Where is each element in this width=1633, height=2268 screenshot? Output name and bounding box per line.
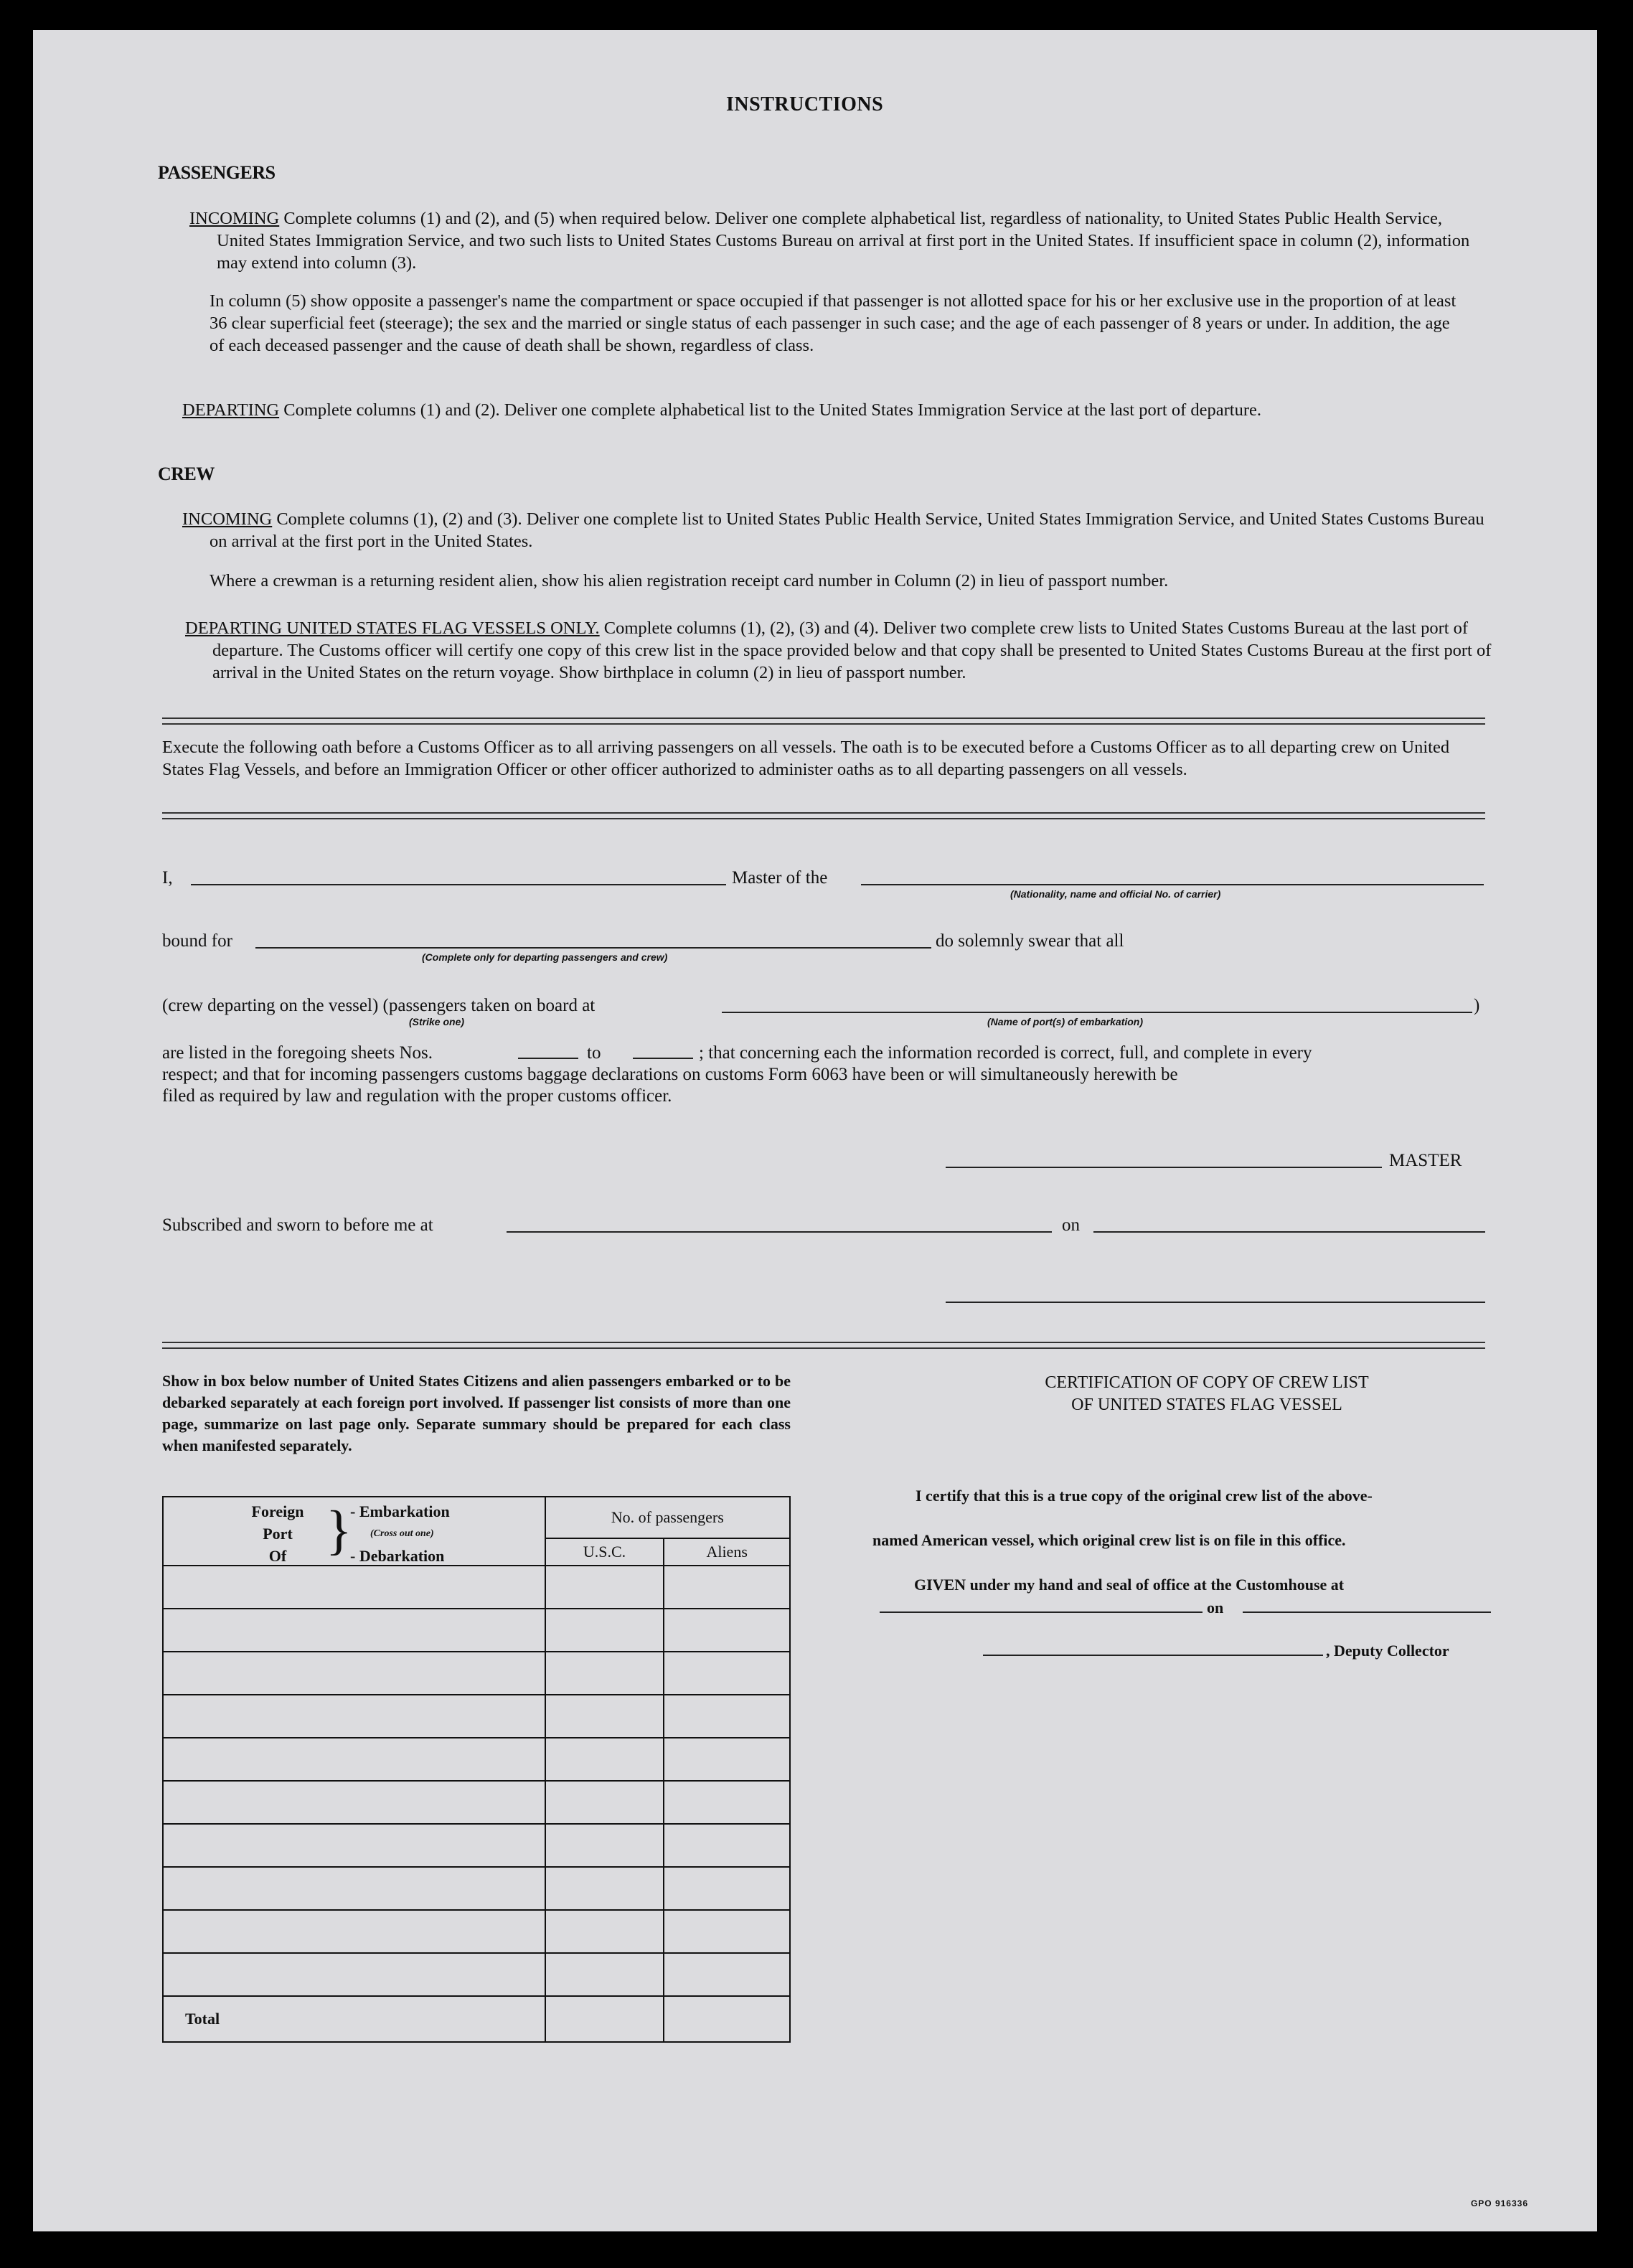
port-cell[interactable] [163,1824,545,1867]
customhouse-field[interactable] [880,1611,1203,1613]
oath-instruction: Execute the following oath before a Customs Officer as to all arriving passengers on all vessels. The oath is to be executed before a Customs Officer as to all departing crew on United States Flag Vessels, and before an Immigration Officer or other officer authorized to administer oaths as to all departing passengers on all vessels. [162,738,1450,779]
certification-date-field[interactable] [1243,1611,1491,1613]
port-cell[interactable] [163,1652,545,1695]
sheet-from-field[interactable] [518,1058,578,1059]
usc-cell[interactable] [545,1953,664,1996]
usc-cell[interactable] [545,1652,664,1695]
crew-passengers-label: (crew departing on the vessel) (passengers taken on board at [162,996,596,1015]
passenger-summary-table [162,1496,791,2043]
usc-cell[interactable] [545,1609,664,1652]
swear-label: do solemnly swear that all [936,931,1124,951]
carrier-caption: (Nationality, name and official No. of carrier) [1010,888,1221,900]
certification-on-label: on [1207,1599,1224,1617]
form-sheet [33,30,1597,2231]
gpo-code: GPO 916336 [1470,2198,1528,2208]
certification-line1: I certify that this is a true copy of the original crew list of the above- [916,1487,1373,1505]
aliens-cell[interactable] [664,1652,790,1695]
port-cell[interactable] [163,1738,545,1781]
port-cell[interactable] [163,1609,545,1652]
aliens-cell[interactable] [664,1566,790,1609]
crew-heading: CREW [158,464,215,484]
table-row [163,1953,790,1996]
certification-title [880,1372,1534,1416]
usc-cell[interactable] [545,1738,664,1781]
usc-cell[interactable] [545,1695,664,1738]
aliens-cell[interactable] [664,1738,790,1781]
crew-departing-text: Complete columns (1), (2), (3) and (4). Deliver two complete crew lists to United States Customs Bureau at the last port of departure. The Customs officer will certify one copy of this crew list in the space provided below and that copy shall be presented to United States Customs Bureau at the first port of arrival in the United States on the return voyage. Show birthplace in column (2) in lieu of passport number. [212,618,1492,682]
of-label: Of [268,1547,287,1565]
crew-incoming-text: Complete columns (1), (2) and (3). Deliver one complete list to United States Public Health Service, United States Immigration Service, and United States Customs Bureau on arrival at the first port in the United States. [210,509,1484,551]
table-row [163,1738,790,1781]
carrier-field[interactable] [861,884,1484,885]
port-cell[interactable] [163,1695,545,1738]
table-row [163,1695,790,1738]
usc-cell[interactable] [545,1824,664,1867]
sworn-on-label: on [1062,1215,1080,1235]
aliens-cell[interactable] [664,1867,790,1910]
passengers-column5-paragraph: In column (5) show opposite a passenger's name the compartment or space occupied if that passenger is not allotted space for his or her exclusive use in the proportion of at least 36 clear superficial feet (steerage); the sex and the married or single status of each passenger in such case; and the age of each passenger of 8 years or under. In addition, the age of each deceased passenger and the cause of death shall be shown, regardless of class. [210,291,1456,355]
passengers-departing-paragraph [182,399,1494,421]
summary-instruction: Show in box below number of United States Citizens and alien passengers embarked or to be debarked separately at each foreign port involved. If passenger list consists of more than one page, summarize on last page only. Separate summary should be prepared for each class when manifested separately. [162,1372,791,1454]
port-label: Port [263,1525,293,1543]
aliens-header: Aliens [664,1538,790,1566]
port-cell[interactable] [163,1781,545,1824]
aliens-cell[interactable] [664,1910,790,1953]
crew-incoming-label: INCOMING [182,509,273,529]
usc-cell[interactable] [545,1566,664,1609]
ports-field[interactable] [722,1012,1472,1013]
embarkation-label: - Embarkation [350,1502,450,1520]
deputy-collector-label: , Deputy Collector [1326,1642,1449,1660]
usc-total-cell[interactable] [545,1996,664,2042]
aliens-total-cell[interactable] [664,1996,790,2042]
table-row [163,1566,790,1609]
master-of-label: Master of the [732,868,828,888]
table-row [163,1609,790,1652]
passengers-departing-text: Complete columns (1) and (2). Deliver one complete alphabetical list to the United States Immigration Service at the last port of departure. [283,400,1261,420]
usc-cell[interactable] [545,1867,664,1910]
crew-departing-paragraph [185,617,1494,684]
port-header-cell [163,1497,545,1566]
table-row [163,1867,790,1910]
port-cell[interactable] [163,1867,545,1910]
oath-i-label: I, [162,868,173,888]
sworn-place-field[interactable] [507,1231,1052,1233]
crew-incoming-paragraph [182,508,1494,552]
usc-cell[interactable] [545,1781,664,1824]
crew-departing-label: DEPARTING UNITED STATES FLAG VESSELS ONLY. [185,618,600,638]
section-divider [162,1342,1485,1349]
sheet-to-field[interactable] [633,1058,693,1059]
passengers-incoming-paragraph [189,207,1494,274]
subscribed-label: Subscribed and sworn to before me at [162,1215,433,1235]
master-label: MASTER [1389,1151,1462,1170]
master-name-field[interactable] [191,884,726,885]
certification-title-line1: CERTIFICATION OF COPY OF CREW LIST [1045,1373,1369,1392]
bound-for-field[interactable] [255,947,931,949]
certification-title-line2: OF UNITED STATES FLAG VESSEL [1071,1396,1342,1414]
concerning-text: ; that concerning each the information recorded is correct, full, and complete in every [699,1043,1312,1063]
section-divider [162,812,1485,819]
respect-text: respect; and that for incoming passengers customs baggage declarations on customs Form 6063 have been or will simultaneously herewith be [162,1065,1178,1084]
officer-signature-field[interactable] [946,1302,1485,1303]
aliens-cell[interactable] [664,1781,790,1824]
ports-caption: (Name of port(s) of embarkation) [987,1016,1144,1027]
crew-resident-paragraph: Where a crewman is a returning resident alien, show his alien registration receipt card number in Column (2) in lieu of passport number. [210,571,1169,590]
strike-caption: (Strike one) [409,1016,465,1027]
close-paren: ) [1474,996,1480,1015]
listed-label: are listed in the foregoing sheets Nos. [162,1043,433,1063]
brace-icon: } [326,1500,352,1561]
no-passengers-header: No. of passengers [545,1497,790,1538]
passengers-departing-label: DEPARTING [182,400,280,420]
cross-out-label: (Cross out one) [370,1528,434,1539]
total-label: Total [163,1996,545,2042]
table-row [163,1910,790,1953]
bound-for-label: bound for [162,931,232,951]
passengers-heading: PASSENGERS [158,162,276,183]
aliens-cell[interactable] [664,1609,790,1652]
page-title: INSTRUCTIONS [726,93,884,116]
port-cell[interactable] [163,1566,545,1609]
table-row [163,1781,790,1824]
total-row [163,1996,790,2042]
certification-line3: GIVEN under my hand and seal of office at the Customhouse at [914,1576,1345,1594]
usc-cell[interactable] [545,1910,664,1953]
aliens-cell[interactable] [664,1953,790,1996]
sworn-date-field[interactable] [1093,1231,1485,1233]
deputy-signature-field[interactable] [983,1655,1323,1656]
table-row [163,1652,790,1695]
certification-line2: named American vessel, which original crew list is on file in this office. [872,1531,1346,1549]
master-signature-field[interactable] [946,1167,1382,1168]
passengers-incoming-text: Complete columns (1) and (2), and (5) when required below. Deliver one complete alphabetical list, regardless of nationality, to United States Public Health Service, United States Immigration Service, and two such lists to United States Customs Bureau on arrival at first port in the United States. If insufficient space in column (2), information may extend into column (3). [217,209,1470,273]
table-row [163,1824,790,1867]
port-cell[interactable] [163,1953,545,1996]
foreign-label: Foreign [251,1502,304,1520]
aliens-cell[interactable] [664,1695,790,1738]
debarkation-label: - Debarkation [350,1547,445,1565]
aliens-cell[interactable] [664,1824,790,1867]
usc-header: U.S.C. [545,1538,664,1566]
port-cell[interactable] [163,1910,545,1953]
filed-text: filed as required by law and regulation with the proper customs officer. [162,1086,672,1106]
to-label: to [587,1043,601,1063]
passengers-incoming-label: INCOMING [189,209,280,228]
bound-caption: (Complete only for departing passengers and crew) [422,951,668,963]
section-divider [162,717,1485,725]
